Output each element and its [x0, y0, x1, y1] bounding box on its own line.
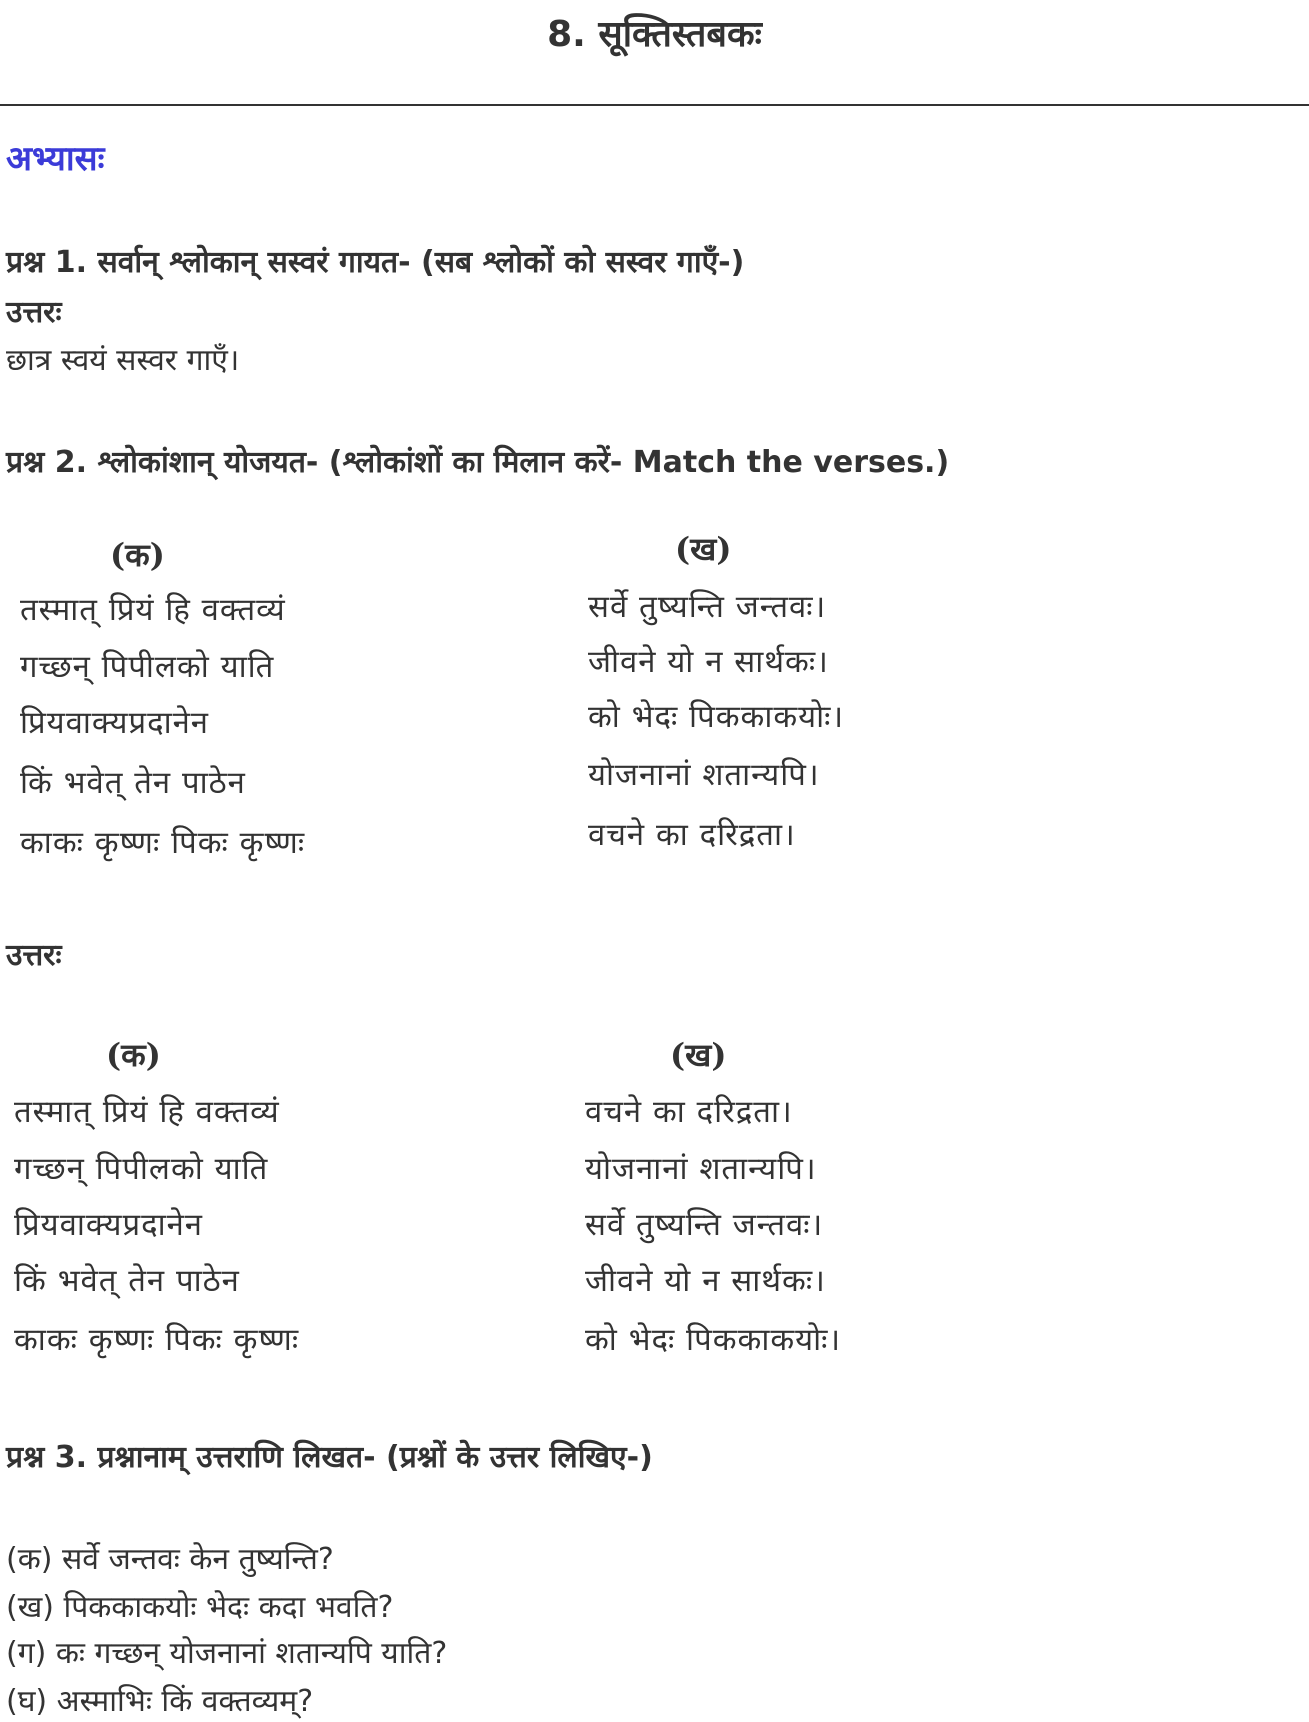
question-3: प्रश्न 3. प्रश्नानाम् उत्तराणि लिखत- (प्रश्नों के उत्तर लिखिए-) [6, 1440, 653, 1475]
column-a-header: (क) [110, 536, 165, 574]
answer-1: छात्र स्वयं सस्वर गाएँ। [6, 343, 240, 378]
answer-verse-b: को भेदः पिककाकयोः। [585, 1322, 842, 1358]
verse-a: प्रियवाक्यप्रदानेन [20, 705, 210, 741]
question-3-item: (घ) अस्माभिः किं वक्तव्यम्? [6, 1684, 314, 1719]
answer-column-b-header: (ख) [670, 1036, 727, 1074]
answer-verse-a: प्रियवाक्यप्रदानेन [14, 1207, 204, 1243]
question-3-item: (ग) कः गच्छन् योजनानां शतान्यपि याति? [6, 1636, 448, 1671]
answer-verse-b: सर्वे तुष्यन्ति जन्तवः। [585, 1207, 824, 1243]
verse-b: को भेदः पिककाकयोः। [588, 699, 845, 735]
verse-b: सर्वे तुष्यन्ति जन्तवः। [588, 589, 827, 625]
answer-verse-b: वचने का दरिद्रता। [585, 1094, 793, 1130]
verse-b: वचने का दरिद्रता। [588, 817, 796, 853]
question-3-item: (क) सर्वे जन्तवः केन तुष्यन्ति? [6, 1542, 334, 1577]
question-1: प्रश्न 1. सर्वान् श्लोकान् सस्वरं गायत- (सब श्लोकों को सस्वर गाएँ-) [6, 245, 745, 280]
verse-b: जीवने यो न सार्थकः। [588, 644, 829, 680]
verse-b: योजनानां शतान्यपि। [588, 757, 820, 793]
answer-verse-a: तस्मात् प्रियं हि वक्तव्यं [14, 1094, 280, 1130]
answer-label-1: उत्तरः [6, 295, 62, 330]
answer-verse-b: योजनानां शतान्यपि। [585, 1151, 817, 1187]
answer-column-a-header: (क) [106, 1036, 161, 1074]
question-3-item: (ख) पिककाकयोः भेदः कदा भवति? [6, 1590, 394, 1625]
verse-a: गच्छन् पिपीलको याति [20, 649, 275, 685]
verse-a: किं भवेत् तेन पाठेन [20, 765, 246, 801]
column-b-header: (ख) [675, 530, 732, 568]
answer-verse-a: काकः कृष्णः पिकः कृष्णः [14, 1322, 300, 1358]
divider [0, 104, 1309, 106]
question-2: प्रश्न 2. श्लोकांशान् योजयत- (श्लोकांशों का मिलान करें- Match the verses.) [6, 445, 950, 480]
section-heading: अभ्यासः [6, 139, 105, 179]
answer-verse-a: गच्छन् पिपीलको याति [14, 1151, 269, 1187]
verse-a: तस्मात् प्रियं हि वक्तव्यं [20, 592, 286, 628]
verse-a: काकः कृष्णः पिकः कृष्णः [20, 825, 306, 861]
answer-verse-b: जीवने यो न सार्थकः। [585, 1263, 826, 1299]
answer-label-2: उत्तरः [6, 938, 62, 973]
answer-verse-a: किं भवेत् तेन पाठेन [14, 1263, 240, 1299]
page-title: 8. सूक्तिस्तबकः [547, 14, 762, 55]
